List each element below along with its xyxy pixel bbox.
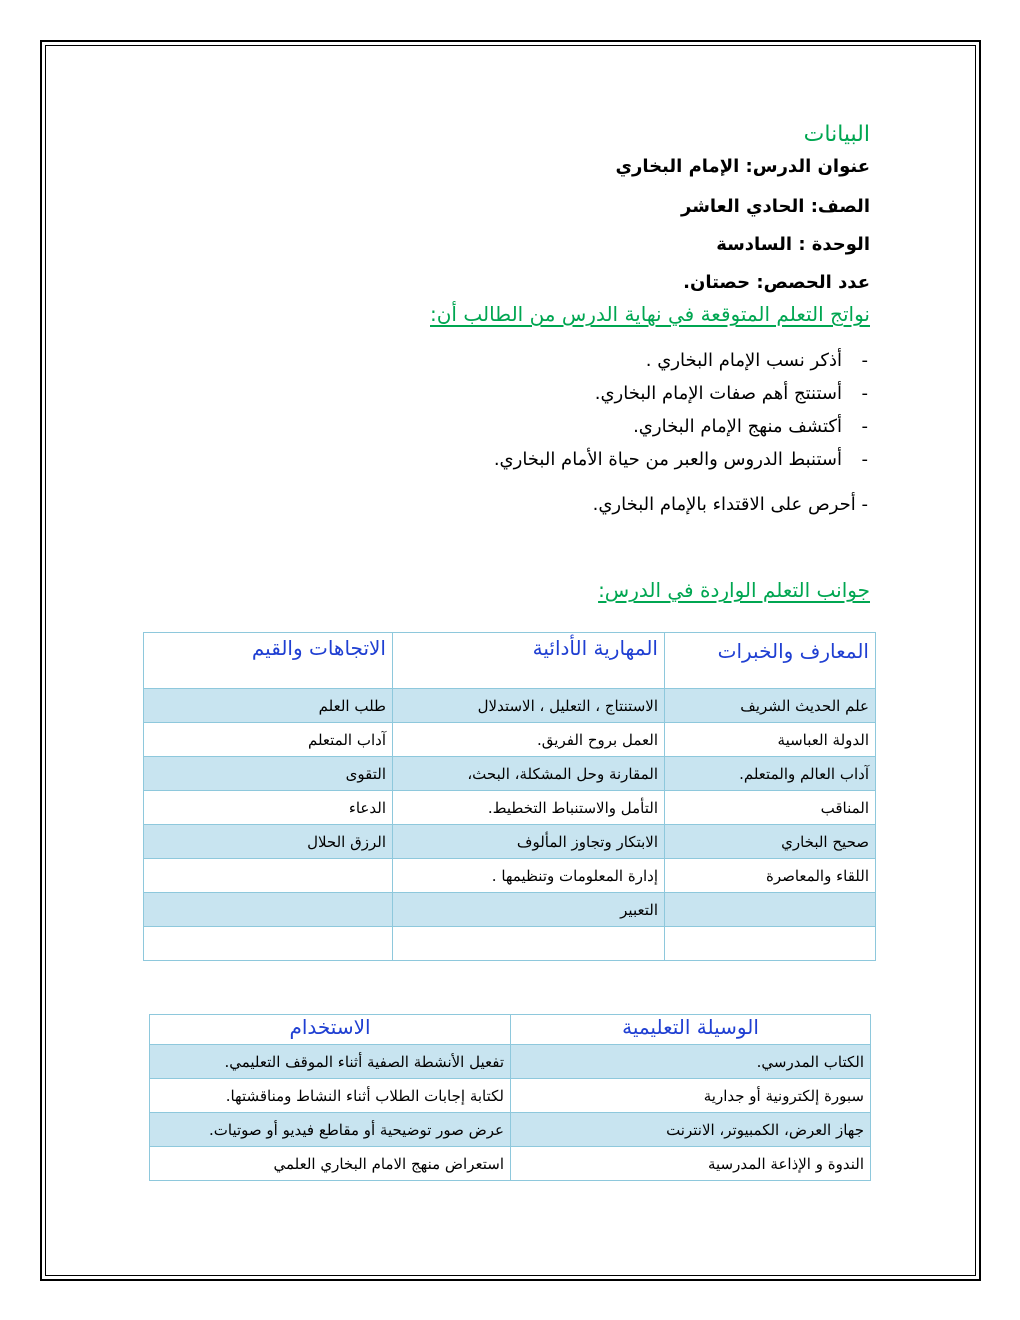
table-row: [144, 791, 876, 825]
objective-item: - أستنبط الدروس والعبر من حياة الأمام البخاري.: [493, 449, 868, 470]
table-cell: [665, 893, 876, 927]
table-row: [144, 893, 876, 927]
objective-item-last: - أحرص على الاقتداء بالإمام البخاري.: [592, 494, 868, 515]
table-cell: لكتابة إجابات الطلاب أثناء النشاط ومناقشتها.: [150, 1079, 511, 1113]
table-header-skills: المهارية الأدائية: [393, 633, 665, 689]
aspects-heading: جوانب التعلم الواردة في الدرس:: [598, 578, 870, 602]
table-cell: [144, 859, 393, 893]
table-cell: آداب المتعلم: [144, 723, 393, 757]
table-row: [144, 689, 876, 723]
table-cell: إدارة المعلومات وتنظيمها .: [393, 859, 665, 893]
outcomes-heading: نواتج التعلم المتوقعة في نهاية الدرس من الطالب أن:: [430, 302, 870, 326]
table-row: [150, 1113, 871, 1147]
learning-aspects-table: [143, 632, 876, 961]
table-cell: الابتكار وتجاوز المألوف: [393, 825, 665, 859]
objective-item: - أستنتج أهم صفات الإمام البخاري.: [594, 383, 868, 404]
objective-item: - أذكر نسب الإمام البخاري .: [645, 350, 868, 371]
table-cell: المناقب: [665, 791, 876, 825]
table-cell: التعبير: [393, 893, 665, 927]
table-cell: طلب العلم: [144, 689, 393, 723]
table-cell: عرض صور توضيحية أو مقاطع فيديو أو صوتيات.: [150, 1113, 511, 1147]
table-row: [144, 825, 876, 859]
objective-item: - أكتشف منهج الإمام البخاري.: [633, 416, 868, 437]
table-cell: [144, 893, 393, 927]
grade: الصف: الحادي العاشر: [681, 196, 870, 217]
table-cell: سبورة إلكترونية أو جدارية: [511, 1079, 871, 1113]
table-cell: اللقاء والمعاصرة: [665, 859, 876, 893]
data-heading: البيانات: [803, 122, 870, 147]
table-header-knowledge: المعارف والخبرات: [665, 633, 876, 689]
table-cell: آداب العالم والمتعلم.: [665, 757, 876, 791]
table-cell: التأمل والاستنباط التخطيط.: [393, 791, 665, 825]
lesson-title: عنوان الدرس: الإمام البخاري: [615, 156, 870, 177]
table-cell: [665, 927, 876, 961]
table-cell: المقارنة وحل المشكلة، البحث،: [393, 757, 665, 791]
table-cell: الدعاء: [144, 791, 393, 825]
periods: عدد الحصص: حصتان.: [683, 272, 870, 293]
table-cell: العمل بروح الفريق.: [393, 723, 665, 757]
table-row: [150, 1045, 871, 1079]
table-cell: استعراض منهج الامام البخاري العلمي: [150, 1147, 511, 1181]
teaching-tools-table: [149, 1014, 871, 1181]
table-cell: الكتاب المدرسي.: [511, 1045, 871, 1079]
table-cell: تفعيل الأنشطة الصفية أثناء الموقف التعليمي.: [150, 1045, 511, 1079]
table-row: [144, 757, 876, 791]
unit: الوحدة : السادسة: [716, 234, 870, 255]
table-row: [144, 723, 876, 757]
table-row: [144, 859, 876, 893]
table-cell: علم الحديث الشريف: [665, 689, 876, 723]
table-header-usage: الاستخدام: [150, 1015, 511, 1045]
table-cell: الدولة العباسية: [665, 723, 876, 757]
table-cell: [144, 927, 393, 961]
table-header-values: الاتجاهات والقيم: [144, 633, 393, 689]
table-row: [150, 1147, 871, 1181]
table-row: [144, 927, 876, 961]
table-cell: الرزق الحلال: [144, 825, 393, 859]
table-cell: [393, 927, 665, 961]
table-header-tool: الوسيلة التعليمية: [511, 1015, 871, 1045]
table-cell: التقوى: [144, 757, 393, 791]
table-cell: الندوة و الإذاعة المدرسية: [511, 1147, 871, 1181]
table-row: [150, 1079, 871, 1113]
table-cell: جهاز العرض، الكمبيوتر، الانترنت: [511, 1113, 871, 1147]
table-cell: صحيح البخاري: [665, 825, 876, 859]
table-cell: الاستنتاج ، التعليل ، الاستدلال: [393, 689, 665, 723]
